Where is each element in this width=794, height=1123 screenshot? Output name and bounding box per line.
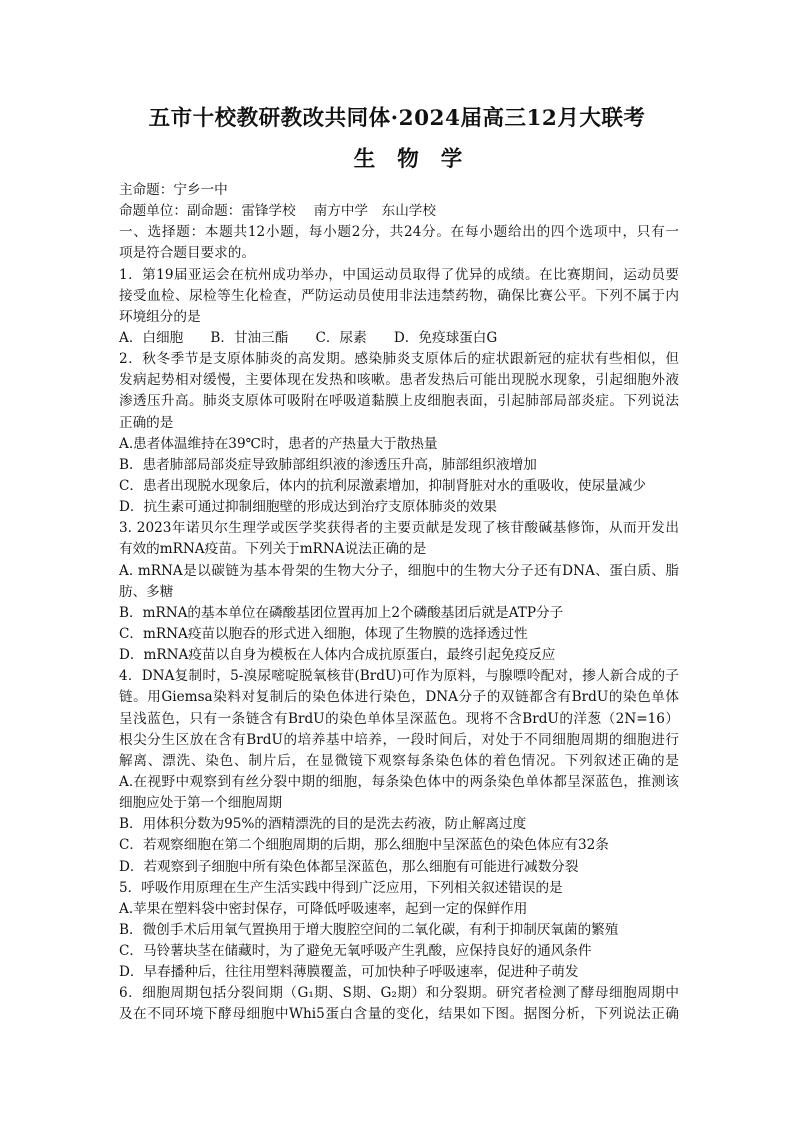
q4-stem: 解离、漂洗、染色、制片后，在显微镜下观察每条染色体的着色情况。下列叙述正确的是 <box>119 752 679 769</box>
chief-setter: 主命题：宁乡一中 <box>119 182 228 198</box>
q2-stem: 2．秋冬季节是支原体肺炎的高发期。感染肺炎支原体后的症状跟新冠的症状有些相似，但 <box>119 351 679 368</box>
q5-option-a: A.苹果在塑料袋中密封保存，可降低呼吸速率，起到一定的保鲜作用 <box>119 900 528 917</box>
q2-stem: 正确的是 <box>119 414 174 431</box>
exam-title: 五市十校教研教改共同体·2024届高三12月大联考 <box>148 106 646 131</box>
q3-option-b: B．mRNA的基本单位在磷酸基团位置再加上2个磷酸基团后就是ATP分子 <box>119 604 564 621</box>
q5-option-d: D．早春播种后，往往用塑料薄膜覆盖，可加快种子呼吸速率，促进种子萌发 <box>119 964 579 981</box>
q1-stem: 环境组分的是 <box>119 308 201 325</box>
q4-option-b: B．用体积分数为95%的酒精漂洗的目的是洗去药液，防止解离过度 <box>119 816 527 833</box>
q3-stem: 3. 2023年诺贝尔生理学或医学奖获得者的主要贡献是发现了核苷酸碱基修饰，从而开发出 <box>119 520 679 537</box>
q5-stem: 5．呼吸作用原理在生产生活实践中得到广泛应用，下列相关叙述错误的是 <box>119 879 563 896</box>
subject-title: 生物学 <box>353 147 485 172</box>
q2-stem: 发病起势相对缓慢，主要体现在发热和咳嗽。患者发热后可能出现脱水现象，引起细胞外液 <box>119 372 679 389</box>
q6-stem: 6．细胞周期包括分裂间期（G₁期、S期、G₂期）和分裂期。研究者检测了酵母细胞周期中 <box>119 985 679 1002</box>
q3-option-a-cont: 肪、多糖 <box>119 583 174 600</box>
q4-stem: 呈浅蓝色，只有一条链含有BrdU的染色单体呈深蓝色。现将不含BrdU的洋葱（2N=16） <box>119 710 679 727</box>
q6-stem: 及在不同环境下酵母细胞中Whi5蛋白含量的变化，结果如下图。据图分析，下列说法正确 <box>119 1006 679 1023</box>
q3-option-c: C．mRNA疫苗以胞吞的形式进入细胞，体现了生物膜的选择透过性 <box>119 625 528 642</box>
q4-stem: 根尖分生区放在含有BrdU的培养基中培养，一段时间后，对处于不同细胞周期的细胞进行 <box>119 731 679 748</box>
q5-option-c: C．马铃薯块茎在储藏时，为了避免无氧呼吸产生乳酸，应保持良好的通风条件 <box>119 943 592 960</box>
q3-option-d: D．mRNA疫苗以自身为模板在人体内合成抗原蛋白，最终引起免疫反应 <box>119 647 556 664</box>
section-heading-cont: 项是符合题目要求的。 <box>119 245 255 262</box>
q4-stem: 链。用Giemsa染料对复制后的染色体进行染色，DNA分子的双链都含有BrdU的染色单体 <box>119 689 679 706</box>
q4-option-a-cont: 细胞应处于第一个细胞周期 <box>119 795 283 812</box>
exam-body <box>119 180 679 1026</box>
q4-stem: 4．DNA复制时，5-溴尿嘧啶脱氧核苷(BrdU)可作为原料，与腺嘌呤配对，掺人新合成的子 <box>119 668 679 685</box>
q4-option-a: A.在视野中观察到有丝分裂中期的细胞，每条染色体中的两条染色单体都呈深蓝色，推测该 <box>119 773 679 790</box>
q1-stem: 接受血检、尿检等生化检查，严防运动员使用非法违禁药物，确保比赛公平。下列不属于内 <box>119 287 679 304</box>
q4-option-d: D．若观察到子细胞中所有染色体都呈深蓝色，那么细胞有可能进行减数分裂 <box>119 858 579 875</box>
section-heading: 一、选择题：本题共12小题，每小题2分，共24分。在每小题给出的四个选项中，只有一 <box>119 224 679 241</box>
q5-option-b: B．微创手术后用氧气置换用于增大腹腔空间的二氧化碳，有利于抑制厌氧菌的繁殖 <box>119 921 619 938</box>
q2-stem: 渗透压升高。肺炎支原体可吸附在呼吸道黏膜上皮细胞表面，引起肺部局部炎症。下列说法 <box>119 393 679 410</box>
q2-option-c: C．患者出现脱水现象后，体内的抗利尿激素增加，抑制肾脏对水的重吸收，使尿量减少 <box>119 477 646 494</box>
q1-stem: 1．第19届亚运会在杭州成功举办，中国运动员取得了优异的成绩。在比赛期间，运动员要 <box>119 266 679 283</box>
q2-option-b: B．患者肺部局部炎症导致肺部组织液的渗透压升高，肺部组织液增加 <box>119 456 537 473</box>
q2-option-a: A.患者体温维持在39℃时，患者的产热量大于散热量 <box>119 435 438 452</box>
setting-units: 命题单位：副命题：雷锋学校 南方中学 东山学校 <box>119 203 436 220</box>
q3-stem: 有效的mRNA疫苗。下列关于mRNA说法正确的是 <box>119 541 427 558</box>
q2-option-d: D．抗生素可通过抑制细胞壁的形成达到治疗支原体肺炎的效果 <box>119 499 497 516</box>
q4-option-c: C．若观察细胞在第二个细胞周期的后期，那么细胞中呈深蓝色的染色体应有32条 <box>119 837 609 854</box>
q3-option-a: A. mRNA是以碳链为基本骨架的生物大分子，细胞中的生物大分子还有DNA、蛋白质、脂 <box>119 562 679 579</box>
q1-options: A．白细胞 B．甘油三酯 C．尿素 D．免疫球蛋白G <box>119 329 498 346</box>
